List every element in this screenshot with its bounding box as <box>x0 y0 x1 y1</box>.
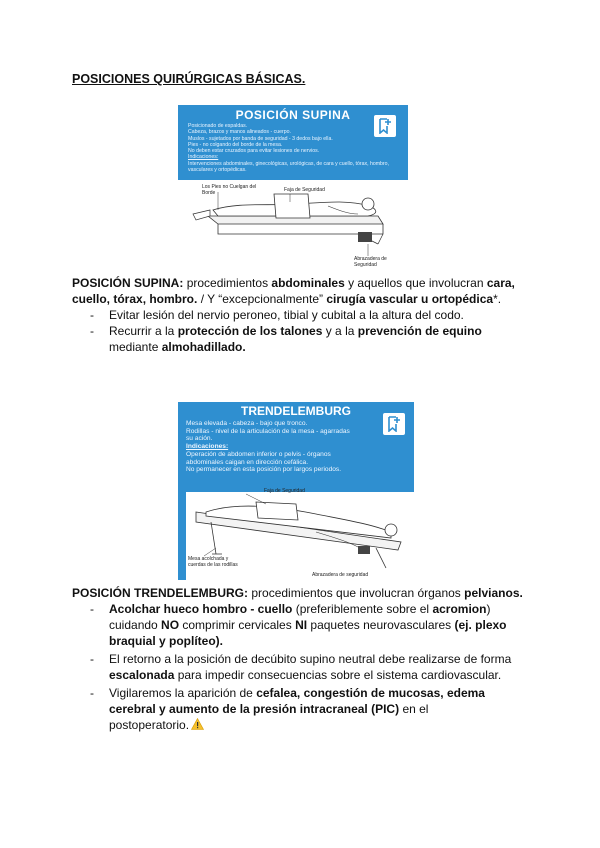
trendelemburg-description: POSICIÓN TRENDELEMBURG: procedimientos que involucran órganos pelvianos. <box>72 586 523 600</box>
clamp-label: Abrazadera de seguridad <box>312 572 369 578</box>
supine-illustration <box>178 180 408 270</box>
strap-label: Faja de Seguridad <box>284 187 325 193</box>
page-title: POSICIONES QUIRÚRGICAS BÁSICAS. <box>72 72 306 86</box>
card-title: TRENDELEMBURG <box>241 404 351 418</box>
warning-icon <box>191 718 204 730</box>
pad-label: Mesa acolchada y cuerdas de las rodillas <box>188 556 238 568</box>
trendelemburg-illustration <box>186 488 414 580</box>
card-side-stripe <box>178 402 186 580</box>
card-header <box>178 105 408 180</box>
card-title: POSICIÓN SUPINA <box>235 108 351 122</box>
bookmark-icon[interactable] <box>374 115 396 137</box>
card-description: Posicionado de espaldas. Cabeza, brazos y manos alineados - cuerpo. Muslos - sujetados por banda de seguridad - 3 dedos bajo ella. Pies - no colgando del borde de la mesa. No deben estar cruzados para evitar lesiones de nervios. Indicaciones: Intervenciones abdominales, ginecológicas, urológicas, de cara y cuello, tórax, hombro, vasculares y ortopédicas. <box>188 123 389 174</box>
strap-label: Faja de Seguridad <box>264 488 305 494</box>
clamp-label: Abrazadera de Seguridad <box>354 256 387 268</box>
card-header <box>178 402 414 492</box>
supine-position-card <box>178 105 408 270</box>
trendelemburg-position-card <box>178 402 414 580</box>
feet-label: Los Pies no Cuelgan del Borde <box>202 184 257 196</box>
bookmark-icon[interactable] <box>383 413 405 435</box>
card-description: Mesa elevada - cabeza - bajo que tronco. Rodillas - nivel de la articulación de la mesa - agarradas su ación. Indicaciones: Operación de abdomen inferior o pelvis - órganos abdominales caigan en dirección cefálica. No permanecer en esta posición por largos periodos. <box>186 420 350 474</box>
supine-description: POSICIÓN SUPINA: procedimientos abdominales y aquellos que involucran cara, cuello, tórax, hombro. / Y “excepcionalmente” cirugía vascular u ortopédica*. <box>72 276 515 306</box>
